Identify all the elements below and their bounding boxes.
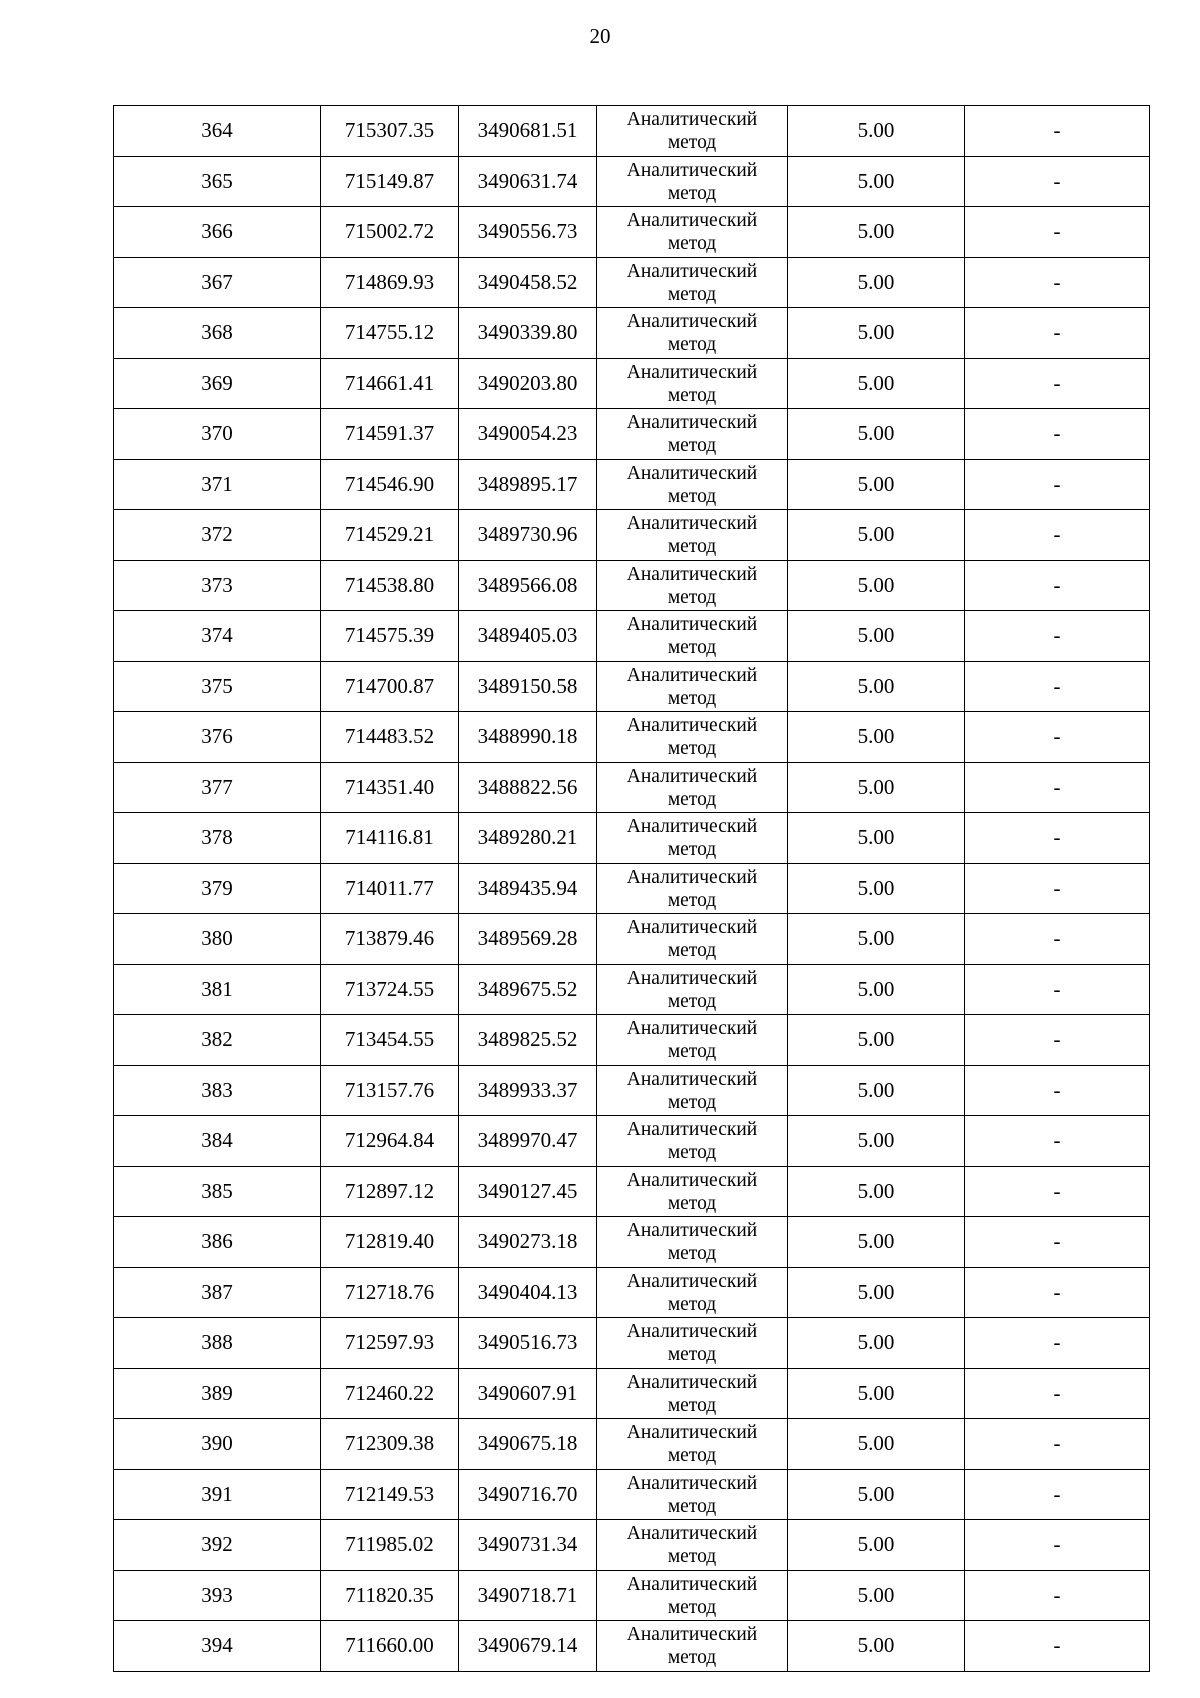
table-row <box>114 1419 1150 1470</box>
method-cell <box>597 409 788 460</box>
accuracy-cell: 5.00 <box>788 1065 965 1116</box>
point-number-cell: 382 <box>114 1015 321 1066</box>
note-cell: - <box>965 156 1150 207</box>
table-row <box>114 560 1150 611</box>
x-coordinate-cell: 713157.76 <box>321 1065 459 1116</box>
point-number-cell: 371 <box>114 459 321 510</box>
y-coordinate-cell: 3490273.18 <box>459 1217 597 1268</box>
x-coordinate-cell: 711985.02 <box>321 1520 459 1571</box>
point-number-cell: 386 <box>114 1217 321 1268</box>
method-line-2: метод <box>667 384 717 406</box>
y-coordinate-cell: 3488822.56 <box>459 762 597 813</box>
point-number-cell: 365 <box>114 156 321 207</box>
y-coordinate-cell: 3489569.28 <box>459 914 597 965</box>
point-number-cell: 379 <box>114 863 321 914</box>
note-cell: - <box>965 1368 1150 1419</box>
table-row <box>114 863 1150 914</box>
note-cell: - <box>965 813 1150 864</box>
accuracy-cell: 5.00 <box>788 1570 965 1621</box>
note-cell: - <box>965 1318 1150 1369</box>
table-row <box>114 156 1150 207</box>
x-coordinate-cell: 712718.76 <box>321 1267 459 1318</box>
page-number: 20 <box>589 24 611 48</box>
method-line-1: Аналитический <box>626 1624 758 1646</box>
x-coordinate-cell: 714700.87 <box>321 661 459 712</box>
coordinates-table-body <box>114 106 1150 1672</box>
table-row <box>114 813 1150 864</box>
table-row <box>114 308 1150 359</box>
point-number-cell: 366 <box>114 207 321 258</box>
method-line-1: Аналитический <box>626 311 758 333</box>
method-cell <box>597 1368 788 1419</box>
note-cell: - <box>965 106 1150 157</box>
table-row <box>114 762 1150 813</box>
point-number-cell: 387 <box>114 1267 321 1318</box>
accuracy-cell: 5.00 <box>788 207 965 258</box>
accuracy-cell: 5.00 <box>788 1015 965 1066</box>
point-number-cell: 394 <box>114 1621 321 1672</box>
method-cell <box>597 762 788 813</box>
point-number-cell: 392 <box>114 1520 321 1571</box>
method-line-2: метод <box>667 1243 717 1265</box>
y-coordinate-cell: 3490681.51 <box>459 106 597 157</box>
method-cell <box>597 1318 788 1369</box>
accuracy-cell: 5.00 <box>788 1469 965 1520</box>
method-cell <box>597 560 788 611</box>
accuracy-cell: 5.00 <box>788 1621 965 1672</box>
y-coordinate-cell: 3490339.80 <box>459 308 597 359</box>
accuracy-cell: 5.00 <box>788 1419 965 1470</box>
point-number-cell: 384 <box>114 1116 321 1167</box>
method-line-1: Аналитический <box>626 1321 758 1343</box>
note-cell: - <box>965 1065 1150 1116</box>
table-row <box>114 510 1150 561</box>
table-row <box>114 1065 1150 1116</box>
method-line-1: Аналитический <box>626 462 758 484</box>
method-line-1: Аналитический <box>626 1068 758 1090</box>
method-line-2: метод <box>667 1344 717 1366</box>
point-number-cell: 380 <box>114 914 321 965</box>
point-number-cell: 376 <box>114 712 321 763</box>
accuracy-cell: 5.00 <box>788 409 965 460</box>
method-cell <box>597 712 788 763</box>
x-coordinate-cell: 714529.21 <box>321 510 459 561</box>
table-row <box>114 1015 1150 1066</box>
x-coordinate-cell: 715307.35 <box>321 106 459 157</box>
note-cell: - <box>965 560 1150 611</box>
y-coordinate-cell: 3489675.52 <box>459 964 597 1015</box>
table-row <box>114 1166 1150 1217</box>
accuracy-cell: 5.00 <box>788 510 965 561</box>
method-line-2: метод <box>667 435 717 457</box>
x-coordinate-cell: 714483.52 <box>321 712 459 763</box>
x-coordinate-cell: 715149.87 <box>321 156 459 207</box>
y-coordinate-cell: 3489970.47 <box>459 1116 597 1167</box>
point-number-cell: 374 <box>114 611 321 662</box>
y-coordinate-cell: 3490675.18 <box>459 1419 597 1470</box>
method-line-1: Аналитический <box>626 1119 758 1141</box>
accuracy-cell: 5.00 <box>788 964 965 1015</box>
method-line-2: метод <box>667 182 717 204</box>
point-number-cell: 393 <box>114 1570 321 1621</box>
y-coordinate-cell: 3490127.45 <box>459 1166 597 1217</box>
note-cell: - <box>965 1570 1150 1621</box>
method-line-2: метод <box>667 990 717 1012</box>
x-coordinate-cell: 715002.72 <box>321 207 459 258</box>
y-coordinate-cell: 3490716.70 <box>459 1469 597 1520</box>
method-line-2: метод <box>667 233 717 255</box>
method-cell <box>597 914 788 965</box>
point-number-cell: 370 <box>114 409 321 460</box>
accuracy-cell: 5.00 <box>788 661 965 712</box>
note-cell: - <box>965 1116 1150 1167</box>
method-line-1: Аналитический <box>626 1169 758 1191</box>
y-coordinate-cell: 3490054.23 <box>459 409 597 460</box>
method-cell <box>597 813 788 864</box>
y-coordinate-cell: 3489730.96 <box>459 510 597 561</box>
method-line-1: Аналитический <box>626 563 758 585</box>
x-coordinate-cell: 712309.38 <box>321 1419 459 1470</box>
table-row <box>114 1368 1150 1419</box>
method-line-2: метод <box>667 839 717 861</box>
note-cell: - <box>965 762 1150 813</box>
note-cell: - <box>965 1217 1150 1268</box>
point-number-cell: 368 <box>114 308 321 359</box>
accuracy-cell: 5.00 <box>788 459 965 510</box>
point-number-cell: 369 <box>114 358 321 409</box>
point-number-cell: 372 <box>114 510 321 561</box>
table-row <box>114 207 1150 258</box>
y-coordinate-cell: 3490404.13 <box>459 1267 597 1318</box>
x-coordinate-cell: 712597.93 <box>321 1318 459 1369</box>
method-cell <box>597 257 788 308</box>
method-line-2: метод <box>667 586 717 608</box>
method-line-2: метод <box>667 889 717 911</box>
table-row <box>114 1621 1150 1672</box>
table-row <box>114 459 1150 510</box>
accuracy-cell: 5.00 <box>788 1217 965 1268</box>
accuracy-cell: 5.00 <box>788 257 965 308</box>
method-line-1: Аналитический <box>626 361 758 383</box>
y-coordinate-cell: 3490607.91 <box>459 1368 597 1419</box>
table-row <box>114 257 1150 308</box>
method-line-1: Аналитический <box>626 109 758 131</box>
x-coordinate-cell: 714538.80 <box>321 560 459 611</box>
accuracy-cell: 5.00 <box>788 712 965 763</box>
method-line-1: Аналитический <box>626 260 758 282</box>
note-cell: - <box>965 358 1150 409</box>
y-coordinate-cell: 3489895.17 <box>459 459 597 510</box>
y-coordinate-cell: 3489435.94 <box>459 863 597 914</box>
x-coordinate-cell: 714011.77 <box>321 863 459 914</box>
method-line-2: метод <box>667 1546 717 1568</box>
method-line-2: метод <box>667 536 717 558</box>
method-line-2: метод <box>667 283 717 305</box>
accuracy-cell: 5.00 <box>788 1520 965 1571</box>
method-line-1: Аналитический <box>626 1371 758 1393</box>
x-coordinate-cell: 714116.81 <box>321 813 459 864</box>
y-coordinate-cell: 3490631.74 <box>459 156 597 207</box>
method-line-2: метод <box>667 1091 717 1113</box>
point-number-cell: 375 <box>114 661 321 712</box>
note-cell: - <box>965 510 1150 561</box>
method-line-1: Аналитический <box>626 159 758 181</box>
accuracy-cell: 5.00 <box>788 762 965 813</box>
method-line-2: метод <box>667 1647 717 1669</box>
note-cell: - <box>965 1469 1150 1520</box>
method-line-2: метод <box>667 637 717 659</box>
method-line-1: Аналитический <box>626 1523 758 1545</box>
note-cell: - <box>965 1520 1150 1571</box>
y-coordinate-cell: 3489280.21 <box>459 813 597 864</box>
method-cell <box>597 156 788 207</box>
x-coordinate-cell: 714755.12 <box>321 308 459 359</box>
y-coordinate-cell: 3490458.52 <box>459 257 597 308</box>
method-line-1: Аналитический <box>626 1220 758 1242</box>
method-line-2: метод <box>667 132 717 154</box>
method-line-1: Аналитический <box>626 1422 758 1444</box>
point-number-cell: 381 <box>114 964 321 1015</box>
y-coordinate-cell: 3490731.34 <box>459 1520 597 1571</box>
method-line-1: Аналитический <box>626 917 758 939</box>
note-cell: - <box>965 409 1150 460</box>
method-line-1: Аналитический <box>626 866 758 888</box>
method-line-2: метод <box>667 1041 717 1063</box>
method-line-2: метод <box>667 1495 717 1517</box>
note-cell: - <box>965 914 1150 965</box>
method-line-2: метод <box>667 1596 717 1618</box>
x-coordinate-cell: 713879.46 <box>321 914 459 965</box>
point-number-cell: 390 <box>114 1419 321 1470</box>
note-cell: - <box>965 308 1150 359</box>
point-number-cell: 388 <box>114 1318 321 1369</box>
method-cell <box>597 207 788 258</box>
accuracy-cell: 5.00 <box>788 560 965 611</box>
x-coordinate-cell: 714661.41 <box>321 358 459 409</box>
table-row <box>114 914 1150 965</box>
x-coordinate-cell: 714869.93 <box>321 257 459 308</box>
y-coordinate-cell: 3489566.08 <box>459 560 597 611</box>
y-coordinate-cell: 3490556.73 <box>459 207 597 258</box>
y-coordinate-cell: 3489405.03 <box>459 611 597 662</box>
table-row <box>114 358 1150 409</box>
note-cell: - <box>965 1166 1150 1217</box>
table-row <box>114 1217 1150 1268</box>
note-cell: - <box>965 459 1150 510</box>
y-coordinate-cell: 3489825.52 <box>459 1015 597 1066</box>
method-line-2: метод <box>667 1293 717 1315</box>
method-line-2: метод <box>667 1394 717 1416</box>
x-coordinate-cell: 712819.40 <box>321 1217 459 1268</box>
note-cell: - <box>965 1267 1150 1318</box>
x-coordinate-cell: 713724.55 <box>321 964 459 1015</box>
note-cell: - <box>965 964 1150 1015</box>
method-cell <box>597 1015 788 1066</box>
method-line-2: метод <box>667 485 717 507</box>
method-cell <box>597 1065 788 1116</box>
method-cell <box>597 1520 788 1571</box>
method-line-1: Аналитический <box>626 1018 758 1040</box>
x-coordinate-cell: 711820.35 <box>321 1570 459 1621</box>
x-coordinate-cell: 714591.37 <box>321 409 459 460</box>
method-cell <box>597 1621 788 1672</box>
method-line-1: Аналитический <box>626 614 758 636</box>
y-coordinate-cell: 3490718.71 <box>459 1570 597 1621</box>
x-coordinate-cell: 712964.84 <box>321 1116 459 1167</box>
accuracy-cell: 5.00 <box>788 914 965 965</box>
point-number-cell: 373 <box>114 560 321 611</box>
method-line-2: метод <box>667 940 717 962</box>
table-row <box>114 409 1150 460</box>
x-coordinate-cell: 714575.39 <box>321 611 459 662</box>
accuracy-cell: 5.00 <box>788 863 965 914</box>
method-cell <box>597 964 788 1015</box>
method-cell <box>597 510 788 561</box>
point-number-cell: 377 <box>114 762 321 813</box>
method-line-1: Аналитический <box>626 1472 758 1494</box>
method-cell <box>597 1469 788 1520</box>
method-line-2: метод <box>667 1142 717 1164</box>
method-line-1: Аналитический <box>626 765 758 787</box>
x-coordinate-cell: 714546.90 <box>321 459 459 510</box>
accuracy-cell: 5.00 <box>788 156 965 207</box>
accuracy-cell: 5.00 <box>788 1267 965 1318</box>
table-row <box>114 964 1150 1015</box>
method-line-2: метод <box>667 788 717 810</box>
y-coordinate-cell: 3488990.18 <box>459 712 597 763</box>
accuracy-cell: 5.00 <box>788 1318 965 1369</box>
method-cell <box>597 611 788 662</box>
accuracy-cell: 5.00 <box>788 813 965 864</box>
x-coordinate-cell: 712460.22 <box>321 1368 459 1419</box>
method-cell <box>597 1267 788 1318</box>
accuracy-cell: 5.00 <box>788 106 965 157</box>
method-cell <box>597 106 788 157</box>
x-coordinate-cell: 713454.55 <box>321 1015 459 1066</box>
table-row <box>114 1520 1150 1571</box>
y-coordinate-cell: 3490203.80 <box>459 358 597 409</box>
table-row <box>114 712 1150 763</box>
table-row <box>114 1469 1150 1520</box>
method-cell <box>597 358 788 409</box>
method-line-2: метод <box>667 1445 717 1467</box>
note-cell: - <box>965 712 1150 763</box>
note-cell: - <box>965 863 1150 914</box>
point-number-cell: 383 <box>114 1065 321 1116</box>
note-cell: - <box>965 661 1150 712</box>
table-row <box>114 106 1150 157</box>
note-cell: - <box>965 1621 1150 1672</box>
method-line-2: метод <box>667 687 717 709</box>
point-number-cell: 378 <box>114 813 321 864</box>
coordinates-table <box>113 105 1150 1672</box>
table-row <box>114 1116 1150 1167</box>
accuracy-cell: 5.00 <box>788 308 965 359</box>
method-line-1: Аналитический <box>626 967 758 989</box>
method-line-1: Аналитический <box>626 1270 758 1292</box>
point-number-cell: 391 <box>114 1469 321 1520</box>
method-cell <box>597 1570 788 1621</box>
method-cell <box>597 308 788 359</box>
y-coordinate-cell: 3489933.37 <box>459 1065 597 1116</box>
point-number-cell: 385 <box>114 1166 321 1217</box>
point-number-cell: 367 <box>114 257 321 308</box>
method-cell <box>597 1166 788 1217</box>
method-line-1: Аналитический <box>626 1573 758 1595</box>
x-coordinate-cell: 712897.12 <box>321 1166 459 1217</box>
method-cell <box>597 661 788 712</box>
method-line-1: Аналитический <box>626 210 758 232</box>
method-line-2: метод <box>667 738 717 760</box>
table-row <box>114 661 1150 712</box>
method-line-1: Аналитический <box>626 513 758 535</box>
accuracy-cell: 5.00 <box>788 611 965 662</box>
method-line-2: метод <box>667 1192 717 1214</box>
table-row <box>114 611 1150 662</box>
accuracy-cell: 5.00 <box>788 358 965 409</box>
method-line-1: Аналитический <box>626 816 758 838</box>
accuracy-cell: 5.00 <box>788 1166 965 1217</box>
method-line-1: Аналитический <box>626 664 758 686</box>
method-line-1: Аналитический <box>626 412 758 434</box>
table-row <box>114 1570 1150 1621</box>
y-coordinate-cell: 3490516.73 <box>459 1318 597 1369</box>
point-number-cell: 389 <box>114 1368 321 1419</box>
method-line-2: метод <box>667 334 717 356</box>
y-coordinate-cell: 3490679.14 <box>459 1621 597 1672</box>
note-cell: - <box>965 611 1150 662</box>
method-line-1: Аналитический <box>626 715 758 737</box>
table-row <box>114 1267 1150 1318</box>
table-row <box>114 1318 1150 1369</box>
note-cell: - <box>965 1015 1150 1066</box>
method-cell <box>597 459 788 510</box>
accuracy-cell: 5.00 <box>788 1368 965 1419</box>
note-cell: - <box>965 207 1150 258</box>
accuracy-cell: 5.00 <box>788 1116 965 1167</box>
note-cell: - <box>965 257 1150 308</box>
y-coordinate-cell: 3489150.58 <box>459 661 597 712</box>
x-coordinate-cell: 712149.53 <box>321 1469 459 1520</box>
point-number-cell: 364 <box>114 106 321 157</box>
method-cell <box>597 863 788 914</box>
method-cell <box>597 1419 788 1470</box>
method-cell <box>597 1217 788 1268</box>
x-coordinate-cell: 714351.40 <box>321 762 459 813</box>
note-cell: - <box>965 1419 1150 1470</box>
method-cell <box>597 1116 788 1167</box>
x-coordinate-cell: 711660.00 <box>321 1621 459 1672</box>
